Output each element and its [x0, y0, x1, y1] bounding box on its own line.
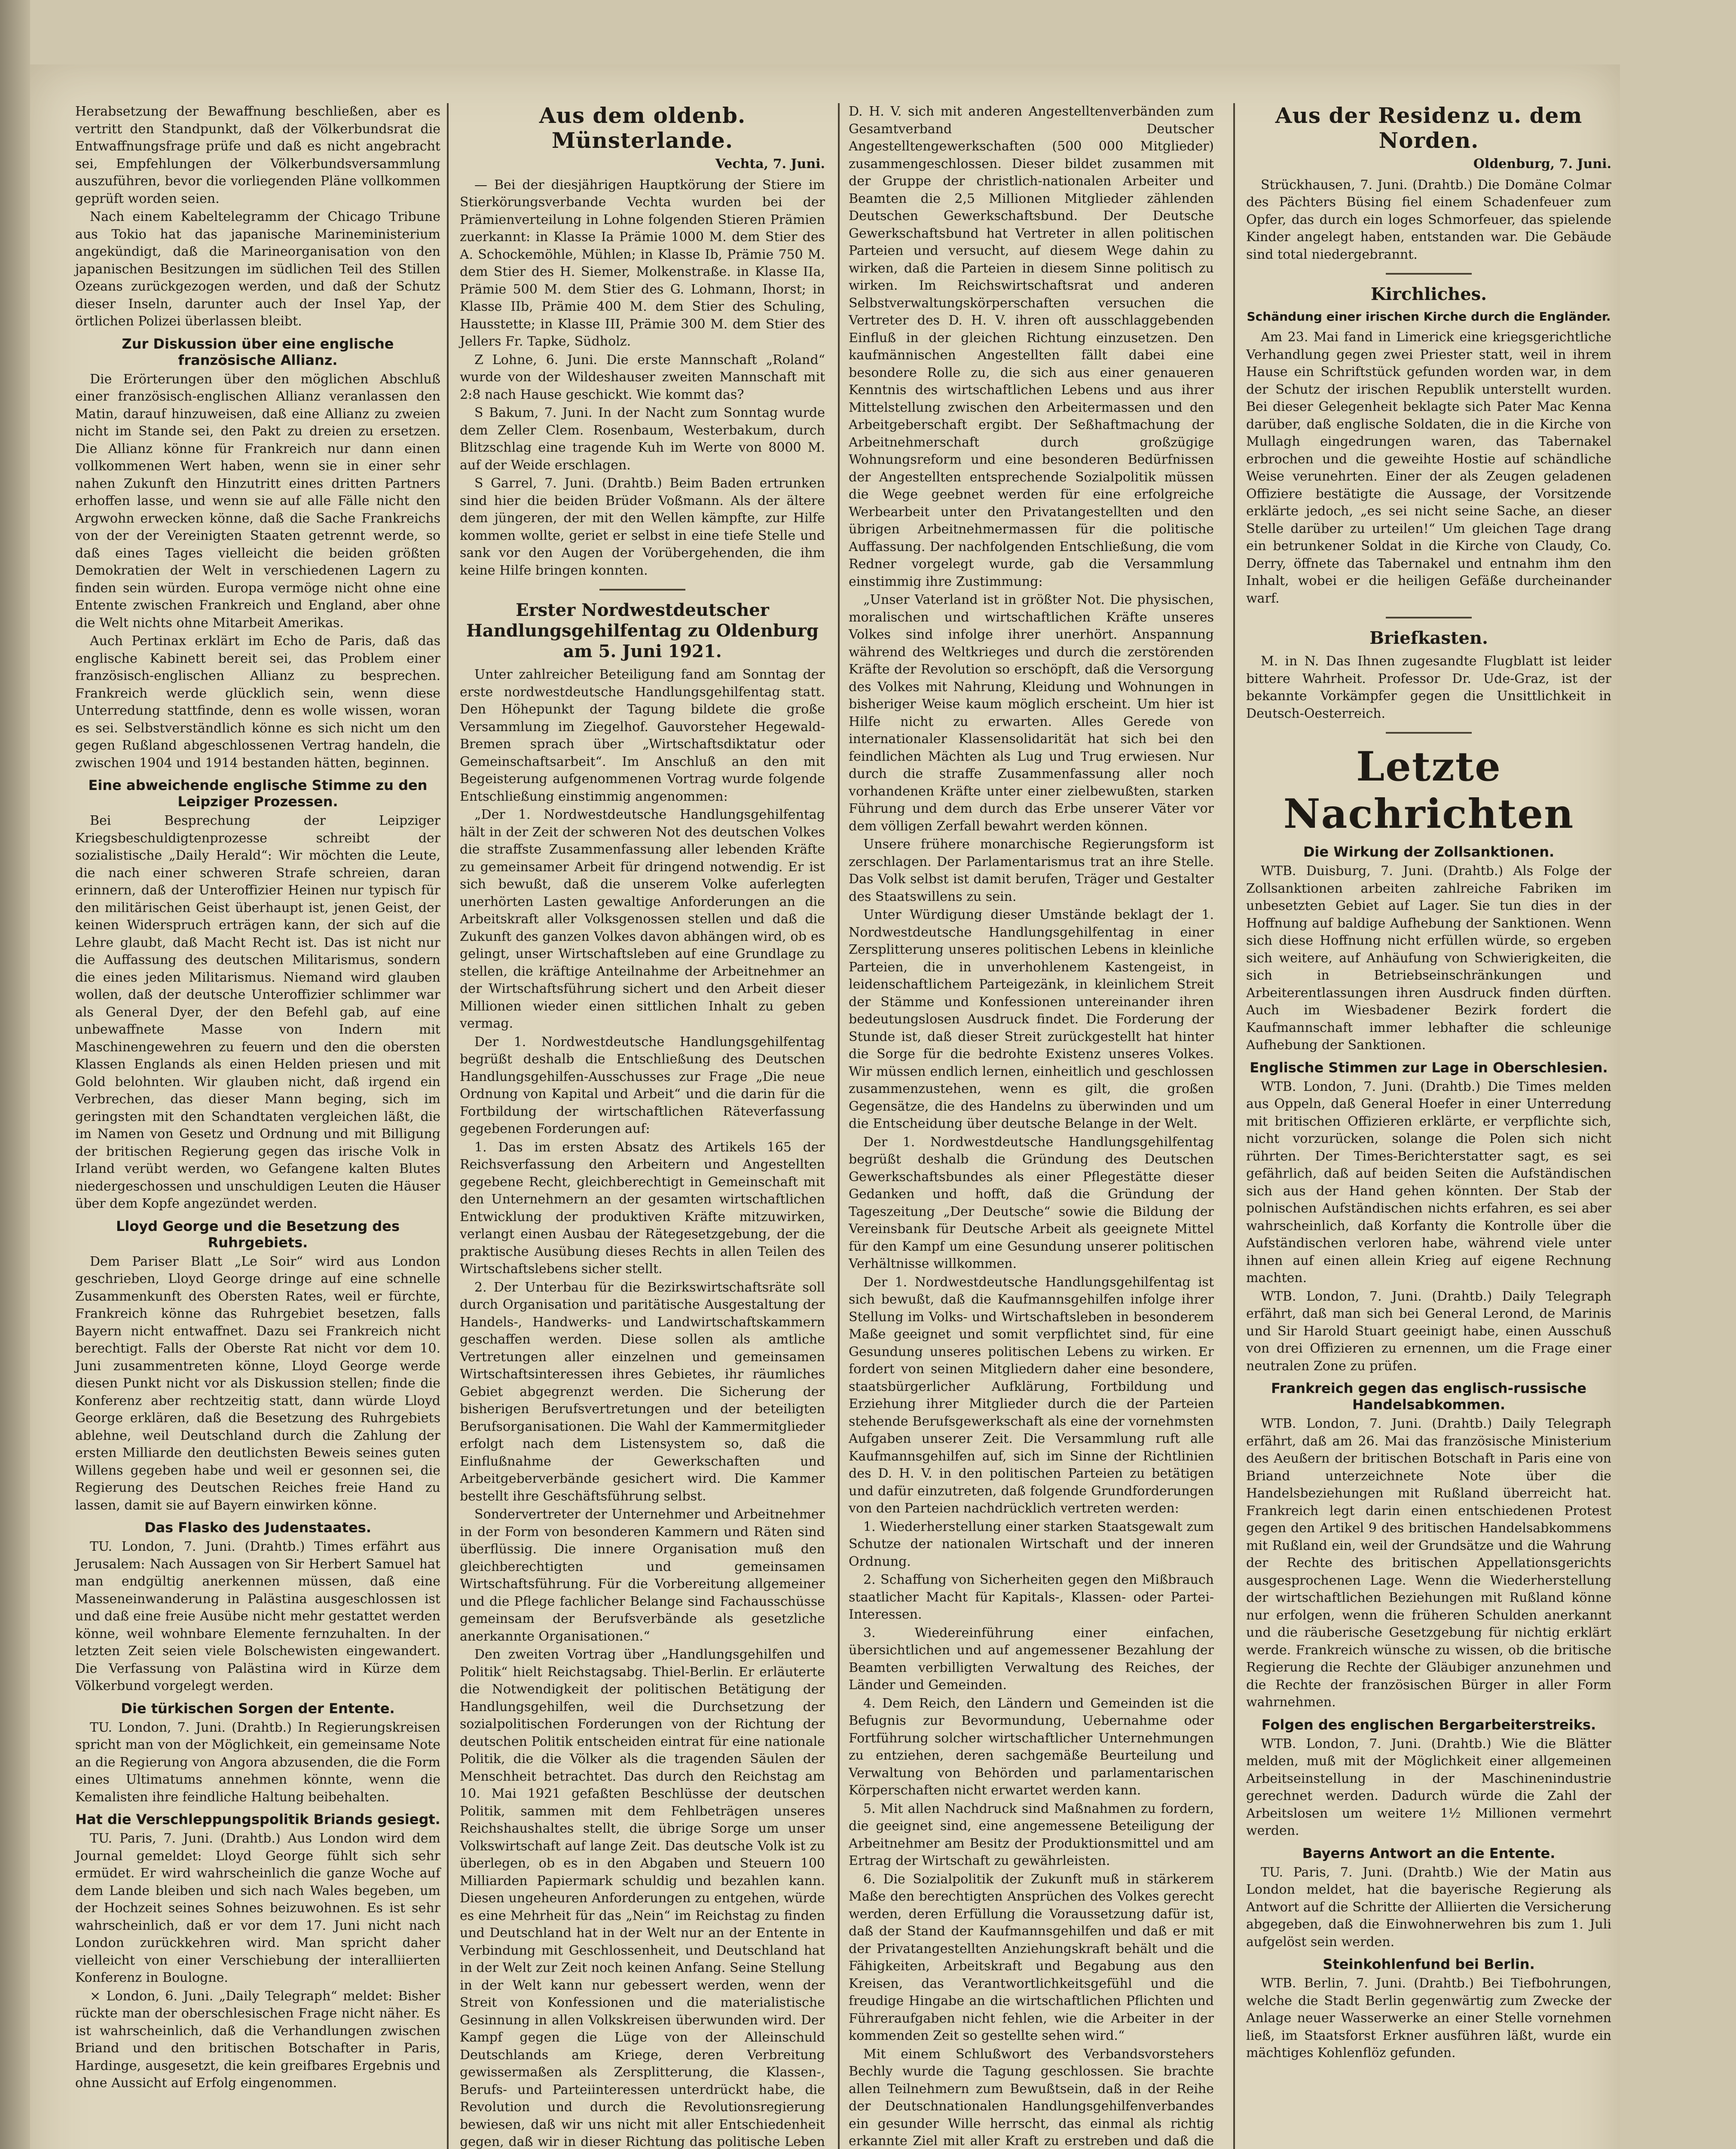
article-paragraph: — Bei der diesjährigen Hauptkörung der Stiere im Stierkörungsverbande Vechta wurden bei der Prämienverteilung in Lohne folgenden Stieren Prämien zuerkannt: in Klasse Ia Prämie 1000 M. dem Stier des A. Schockemöhle, Mühlen; in Klasse Ib, Prämie 750 M. dem Stier des H. Siemer, Molkenstraße. in Klasse IIa, Prämie 500 M. dem Stier des G. Lohmann, Ihorst; in Klasse IIb, Prämie 400 M. dem Stier des Schuling, Hausstette; in Klasse III, Prämie 300 M. dem Stier des Jellers Fr. Tapke, Südholz.	[460, 177, 825, 349]
article-paragraph: × London, 6. Juni. „Daily Telegraph“ meldet: Bisher rückte man der oberschlesischen Frage nicht näher. Es ist wahrscheinlich, daß die Verhandlungen zwischen Briand und den britischen Botschafter in Paris, Hardinge, ausgesetzt, die kein greifbares Ergebnis und ohne Aussicht auf Erfolg eingenommen.	[75, 1988, 440, 2091]
binding-fold	[0, 0, 30, 2149]
article-heading: Folgen des englischen Bergarbeiterstreiks.	[1261, 1716, 1596, 1733]
article-heading: Das Flasko des Judenstaates.	[144, 1519, 371, 1536]
article-paragraph: WTB. London, 7. Juni. (Drahtb.) Die Times melden aus Oppeln, daß General Hoefer in einer Unterredung mit britischen Offizieren erklärte, er verpflichte sich, nicht vorzurücken, solange die Polen sich nicht rührten. Der Times-Berichterstatter sagt, es sei gefährlich, daß auf beiden Seiten die Aufständischen sich aus der Hand gehen könnten. Der Stab der polnischen Aufständischen nichts erfahren, es sei aber wahrscheinlich, daß Korfanty die Kontrolle über die Aufständischen verloren habe, während viele unter ihnen auf einen allein Krieg auf eigene Rechnung machten.	[1246, 1079, 1611, 1286]
article-paragraph: Strückhausen, 7. Juni. (Drahtb.) Die Domäne Colmar des Pächters Büsing fiel einem Schadenfeuer zum Opfer, das durch ein loges Schmorfeuer, das spielende Kinder angelegt haben, entstanden war. Die Gebäude sind total niedergebrannt.	[1246, 177, 1611, 262]
dateline: Oldenburg, 7. Juni.	[1473, 156, 1611, 171]
article-paragraph: Mit einem Schlußwort des Verbandsvorstehers Bechly wurde die Tagung geschlossen. Sie brachte allen Teilnehmern zum Bewußtsein, daß in der Reihe der Deutschnationalen Handlungsgehilfenverbandes ein gesunder Wille herrscht, das einmal als richtig erkannte Ziel mit aller Kraft zu erstreben und daß die	[849, 2046, 1214, 2149]
article-paragraph: TU. Paris, 7. Juni. (Drahtb.) Wie der Matin aus London meldet, hat die bayerische Regierung als Antwort auf die Schritte der Alliierten die Versicherung abgegeben, daß die Einwohnerwehren bis zum 1. Juli aufgelöst sein werden.	[1246, 1864, 1611, 1950]
dateline: Vechta, 7. Juni.	[715, 156, 825, 171]
article-paragraph: Unsere frühere monarchische Regierungsform ist zerschlagen. Der Parlamentarismus trat an ihre Stelle. Das Volk selbst ist damit berufen, Träger und Gestalter des Staatswillens zu sein.	[849, 837, 1214, 904]
article-paragraph: M. in N. Das Ihnen zugesandte Flugblatt ist leider bittere Wahrheit. Professor Dr. Ude-Graz, ist der bekannte Vorkämpfer gegen die Unsittlichkeit in Deutsch-Oesterreich.	[1246, 654, 1611, 721]
article-heading: Englische Stimmen zur Lage in Oberschlesien.	[1250, 1059, 1608, 1076]
article-paragraph: 1. Das im ersten Absatz des Artikels 165 der Reichsverfassung den Arbeitern und Angestellten gegebene Recht, gleichberechtigt in Gemeinschaft mit den Unternehmern an der gesamten wirtschaftlichen Entwicklung der produktiven Kräfte mitzuwirken, verlangt einen Ausbau der Rätegesetzgebung, der die praktische Ausübung dieses Rechts in allen Teilen des Wirtschaftslebens sicher stellt.	[460, 1139, 825, 1277]
article-paragraph: 2. Der Unterbau für die Bezirkswirtschaftsräte soll durch Organisation und paritätische Ausgestaltung der Handels-, Handwerks- und Landwirtschaftskammern geschaffen werden. Diese sollen als amtliche Vertretungen aller einzelnen und gemeinsamen Wirtschaftsinteressen ihres Gebietes, ihr räumliches Gebiet abgegrenzt werden. Die Sicherung der bisherigen Berufsvertretungen und der beteiligten Berufsorganisationen. Die Wahl der Kammermitglieder erfolgt nach dem Listensystem so, daß die Einflußnahme der Gewerkschaften und Arbeitgeberverbände gesichert wird. Die Kammer bestellt ihre Geschäftsführung selbst.	[460, 1280, 825, 1504]
article-paragraph: 5. Mit allen Nachdruck sind Maßnahmen zu fordern, die geeignet sind, eine angemessene Beteiligung der Arbeitnehmer am Besitz der Produktionsmittel und am Ertrag der Wirtschaft zu gewährleisten.	[849, 1801, 1214, 1868]
article-paragraph: WTB. London, 7. Juni. (Drahtb.) Daily Telegraph erfährt, daß am 26. Mai das französische Ministerium des Aeußern der britischen Botschaft in Paris eine von Briand unterzeichnete Note über die Handelsbeziehungen mit Rußland überreicht hat. Frankreich legt darin einen entschiedenen Protest gegen den Artikel 9 des britischen Handelsabkommens mit Rußland ein, weil der Grundsätze und die Wahrung der Rechte des britischen Appellationsgerichts ausgesprochenen Lage. Wenn die Wiederherstellung der wirtschaftlichen Beziehungen mit Rußland könne nur erfolgen, wenn die früheren Schulden anerkannt und die räuberische Gesetzgebung für nichtig erklärt werde. Frankreich wünsche zu wissen, ob die britische Regierung die Rechte der Gläubiger anzunehmen und die Rechte der französischen Bürger in aller Form wahrnehmen.	[1246, 1416, 1611, 1710]
section-title: Kirchliches.	[1370, 284, 1487, 304]
article-paragraph: TU. Paris, 7. Juni. (Drahtb.) Aus London wird dem Journal gemeldet: Lloyd George fühlt sich sehr ermüdet. Er wird wahrscheinlich die ganze Woche auf dem Lande bleiben und sich nach Wales begeben, um der Hochzeit seines Sohnes beizuwohnen. Es ist sehr wahrscheinlich, daß er vor dem 17. Juni nicht nach London zurückkehren wird. Man spricht daher vielleicht von einer Verschiebung der interalliierten Konferenz in Boulogne.	[75, 1831, 440, 1985]
article-paragraph: 4. Dem Reich, den Ländern und Gemeinden ist die Befugnis zur Bevormundung, Uebernahme oder Fortführung solcher wirtschaftlicher Unternehmungen zu entziehen, deren sachgemäße Beurteilung und Verwaltung von Behörden und parlamentarischen Körperschaften nicht erwartet werden kann.	[849, 1696, 1214, 1798]
article-heading: Zur Diskussion über eine englische französische Allianz.	[122, 335, 394, 368]
column-1	[75, 103, 440, 2149]
article-subtitle: Schändung einer irischen Kirche durch die Engländer.	[1247, 309, 1611, 324]
article-paragraph: 1. Wiederherstellung einer starken Staatsgewalt zum Schutze der nationalen Wirtschaft und der inneren Ordnung.	[849, 1519, 1214, 1569]
article-paragraph: Sondervertreter der Unternehmer und Arbeitnehmer in der Form von besonderen Kammern und Räten sind überflüssig. Die innere Organisation muß den gleichberechtigten und gemeinsamen Wirtschaftsführung. Für die Vorbereitung allgemeiner und die Pflege fachlicher Belange sind Fachausschüsse gemeinsam der Berufsverbände als gesetzliche anerkannte Organisationen.“	[460, 1507, 825, 1644]
article-heading: Die Wirkung der Zollsanktionen.	[1303, 844, 1555, 860]
section-divider	[1386, 732, 1472, 734]
article-paragraph: WTB. London, 7. Juni. (Drahtb.) Wie die Blätter melden, muß mit der Möglichkeit einer allgemeinen Arbeitseinstellung in der Maschinenindustrie gerechnet werden. Dadurch würde die Zahl der Arbeitslosen um weitere 1½ Millionen vermehrt werden.	[1246, 1736, 1611, 1838]
article-title: Erster Nordwestdeutscher Handlungsgehilfentag zu Oldenburg am 5. Juni 1921.	[466, 600, 819, 661]
article-paragraph: 2. Schaffung von Sicherheiten gegen den Mißbrauch staatlicher Macht für Kapitals-, Klassen- oder Partei-Interessen.	[849, 1572, 1214, 1622]
section-divider	[599, 589, 685, 591]
article-heading: Steinkohlenfund bei Berlin.	[1323, 1956, 1535, 1972]
article-paragraph: Dem Pariser Blatt „Le Soir“ wird aus London geschrieben, Lloyd George dringe auf eine schnelle Zusammenkunft des Obersten Rates, weil er fürchte, Frankreich könne das Ruhrgebiet besetzen, falls Bayern nicht entwaffnet. Dazu sei Frankreich nicht berechtigt. Falls der Oberste Rat nicht vor dem 10. Juni zusammentreten könne, Lloyd George werde diesen Punkt nicht vor als Diskussion stellen; finde die Konferenz aber rechtzeitig statt, dann würde Lloyd George erklären, daß die Besetzung des Ruhrgebiets ablehne, weil Deutschland durch die Zahlung der ersten Milliarde den deutlichsten Beweis seines guten Willens gegeben habe und weil er gesonnen sei, die Regierung des Deutschen Reiches freie Hand zu lassen, damit sie auf Bayern einwirken könne.	[75, 1254, 440, 1513]
column-rule	[838, 103, 840, 2149]
article-paragraph: Auch Pertinax erklärt im Echo de Paris, daß das englische Kabinett bereit sei, das Problem einer französisch-englischen Allianz zu besprechen. Frankreich werde glücklich sein, wenn diese Unterredung stattfinde, denn es wolle wissen, woran es sei. Selbstverständlich könne es sich nicht um den gegen Rußland abgeschlossenen Vertrag handeln, die zwischen 1904 und 1914 bestanden hätten, beginnen.	[75, 634, 440, 771]
column-rule	[1233, 103, 1235, 2149]
article-paragraph: 6. Die Sozialpolitik der Zukunft muß in stärkerem Maße den berechtigten Ansprüchen des Volkes gerecht werden, deren Erfüllung die Voraussetzung dafür ist, daß der Stand der Kaufmannsgehilfen und daß er mit der Privatangestellten Anziehungskraft behält und die Fähigkeiten, Arbeitskraft und Begabung aus den Kreisen, das Verantwortlichkeitsgefühl und die freudige Hingabe an die wirtschaftlichen Pflichten und Führeraufgaben nicht fehlen, wie die Arbeiter in der kommenden Zeit so gestellte sehen wird.“	[849, 1871, 1214, 2043]
article-paragraph: 3. Wiedereinführung einer einfachen, übersichtlichen und auf angemessener Bezahlung der Beamten verbilligten Verwaltung des Reiches, der Länder und Gemeinden.	[849, 1625, 1214, 1693]
article-paragraph: Am 23. Mai fand in Limerick eine kriegsgerichtliche Verhandlung gegen zwei Priester statt, weil in ihrem Hause ein Schriftstück gefunden worden war, in dem der Schutz der irischen Republik unterstellt wurden. Bei dieser Gelegenheit beklagte sich Pater Mac Kenna darüber, daß englische Soldaten, die in die Kirche von Mullagh eingedrungen waren, das Tabernakel erbrochen und die geweihte Hostie auf schändliche Weise verunehrten. Einer der als Zeugen geladenen Offiziere bestätigte die Aussage, der Vorsitzende erklärte jedoch, „es sei nicht seine Sache, an dieser Stelle darüber zu urteilen!“ Um gleichen Tage drang ein betrunkener Soldat in die Kirche von Claudy, Co. Derry, öffnete das Tabernakel und entnahm ihm den Inhalt, wobei er die heiligen Gefäße durcheinander warf.	[1246, 330, 1611, 606]
article-paragraph: Den zweiten Vortrag über „Handlungsgehilfen und Politik“ hielt Reichstagsabg. Thiel-Berlin. Er erläuterte die Notwendigkeit der politischen Betätigung der Handlungsgehilfen, weil die Durchsetzung der sozialpolitischen Forderungen von der Richtung der deutschen Politik entscheiden eintrat für eine nationale Politik, die die Völker als die tragenden Säulen der Menschheit betrachtet. Das durch den Reichstag am 10. Mai 1921 gefaßten Beschlüsse der deutschen Politik, sammen mit dem Fehlbeträgen unseres Reichshaushaltes stellt, die übrige Sorge um unser Volkswirtschaft auf lange Zeit. Das deutsche Volk ist zu überlegen, ob es in den Abgaben und Steuern 100 Milliarden Papiermark schuldig und bezahlen kann. Diesen ungeheuren Anforderungen zu entgehen, würde es eine Mehrheit für das „Nein“ im Reichstag zu finden und Deutschland hat in der Welt nur an der Entente in Verbindung mit Geschlossenheit, und Deutschland hat in der Welt zur Zeit noch keinen Anfang. Seine Stellung in der Welt kann nur gebessert werden, wenn der Streit von Konfessionen und die materialistische Gesinnung in allen Volkskreisen überwunden wird. Der Kampf gegen die Lüge von der Alleinschuld Deutschlands am Kriege, deren Verbreitung gewissermaßen als Zersplitterung, die Klassen-, Berufs- und Parteiinteressen unterdrückt habe, die Revolution und durch die Revolutionsregierung bewiesen, daß wir uns nicht mit aller Entschiedenheit gegen, daß wir in dieser Richtung das politische Leben	[460, 1647, 825, 2149]
article-paragraph: Z Lohne, 6. Juni. Die erste Mannschaft „Roland“ wurde von der Wildeshauser zweiten Mannschaft mit 2:8 nach Hause geschickt. Wie kommt das?	[460, 352, 825, 402]
section-divider	[1386, 273, 1472, 275]
article-heading: Hat die Verschleppungspolitik Briands gesiegt.	[75, 1811, 440, 1828]
section-title: Briefkasten.	[1369, 628, 1488, 648]
article-paragraph: S Bakum, 7. Juni. In der Nacht zum Sonntag wurde dem Zeller Clem. Rosenbaum, Westerbakum, durch Blitzschlag eine tragende Kuh im Werte von 8000 M. auf der Weide erschlagen.	[460, 405, 825, 473]
article-paragraph: Der 1. Nordwestdeutsche Handlungsgehilfentag begrüßt deshalb die Gründung des Deutschen Gewerkschaftsbundes als einer Pflegestätte dieser Gedanken und hofft, daß die Gründung der Tageszeitung „Der Deutsche“ sowie die Bildung der Vereinsbank für Deutsche Arbeit als geeignete Mittel für den Kampf um eine Gesundung unserer politischen Verhältnisse willkommen.	[849, 1134, 1214, 1271]
article-paragraph: D. H. V. sich mit anderen Angestelltenverbänden zum Gesamtverband Deutscher Angestelltengewerkschaften (500 000 Mitglieder) zusammengeschlossen. Dieser bildet zusammen mit der Gruppe der christlich-nationalen Arbeiter und Beamten die 2,5 Millionen Mitglieder zählenden Deutschen Gewerkschaftsbund. Der Deutsche Gewerkschaftsbund hat Vertreter in allen politischen Parteien und versucht, auf diesem Wege dahin zu wirken, daß die Parteien in diesem Sinne politisch zu wirken. Im Reichswirtschaftsrat und anderen Selbstverwaltungskörperschaften versuchen die Vertreter des D. H. V. ihren oft ausschlaggebenden Einfluß in der gleichen Richtung einzusetzen. Den kaufmännischen Angestellten fällt dabei eine besondere Rolle zu, die sich aus einer genaueren Kenntnis des wirtschaftlichen Lebens und aus ihrer Mittelstellung zwischen den Arbeitermassen und den Arbeitgeberschaft ergibt. Der Seßhaftmachung der Arbeitnehmerschaft durch großzügige Wohnungsreform und eine besonderen Bedürfnissen der Angestellten entsprechende Sozialpolitik müssen die Wege geebnet werden für eine erfolgreiche Werbearbeit unter den Privatangestellten und den übrigen Arbeitnehmermassen für die politische Auffassung. Der nachfolgenden Entschließung, die vom Redner vorgelegt wurde, gab die Versammlung einstimmig ihre Zustimmung:	[849, 104, 1214, 589]
article-paragraph: Unter Würdigung dieser Umstände beklagt der 1. Nordwestdeutsche Handlungsgehilfentag in einer Zersplitterung unseres politischen Lebens in kleinliche Parteien, die in unverhohlenem Kastengeist, in leidenschaftlichem Parteigezänk, in kleinlichem Streit der Stämme und Konfessionen untereinander ihren bedeutungslosen Ausdruck findet. Die Forderung der Stunde ist, daß dieser Streit zurückgestellt hat hinter die Sorge für die bedrohte Existenz unseres Volkes. Wir müssen endlich lernen, einheitlich und geschlossen zusammenzustehen, wenn es gilt, die großen Gegensätze, die des Handelns zu überwinden und um die Entscheidung über deutsche Belange in der Welt.	[849, 907, 1214, 1131]
article-paragraph: Der 1. Nordwestdeutsche Handlungsgehilfentag ist sich bewußt, daß die Kaufmannsgehilfen infolge ihrer Stellung im Volks- und Wirtschaftsleben in besonderem Maße geeignet und somit verpflichtet sind, für eine Gesundung unseres politischen Lebens zu wirken. Er fordert von seinen Mitgliedern daher eine besondere, staatsbürgerlicher Aufklärung, Fortbildung und Erziehung ihrer Mitglieder durch die der Parteien stehende Berufsgewerkschaft als eine der vornehmsten Aufgaben unserer Zeit. Die Versammlung ruft alle Kaufmannsgehilfen auf, sich im Sinne der Richtlinien des D. H. V. in den politischen Parteien zu betätigen und dafür einzutreten, daß folgende Grundforderungen von den Parteien nachdrücklich vertreten werden:	[849, 1274, 1214, 1516]
article-heading: Lloyd George und die Besetzung des Ruhrgebiets.	[116, 1218, 400, 1251]
article-paragraph: WTB. Duisburg, 7. Juni. (Drahtb.) Als Folge der Zollsanktionen arbeiten zahlreiche Fabriken im unbesetzten Gebiet auf Lager. Sie tun dies in der Hoffnung auf baldige Aufhebung der Sanktionen. Wenn sich diese Hoffnung nicht erfüllen würde, so ergeben sich weitere, auf Anhäufung von Schwierigkeiten, die sich in Betriebseinschränkungen und Arbeiterentlassungen ihren Ausdruck finden dürften. Auch im Wiesbadener Bezirk fordert die Kaufmannschaft immer lebhafter die schleunige Aufhebung der Sanktionen.	[1246, 863, 1611, 1053]
article-paragraph: TU. London, 7. Juni. (Drahtb.) In Regierungskreisen spricht man von der Möglichkeit, ein gemeinsame Note an die Regierung von Angora abzusenden, die die Form eines Ultimatums annehmen könnte, wenn die Kemalisten ihre feindliche Haltung beibehalten.	[75, 1720, 440, 1805]
article-heading: Eine abweichende englische Stimme zu den Leipziger Prozessen.	[88, 777, 428, 810]
article-paragraph: Nach einem Kabeltelegramm der Chicago Tribune aus Tokio hat das japanische Marineministerium angekündigt, daß die Marineorganisation von den japanischen Besitzungen im südlichen Teil des Stillen Ozeans zurückgezogen werden, und daß der Schutz dieser Inseln, darunter auch der Insel Yap, der örtlichen Polizei überlassen bleibt.	[75, 209, 440, 329]
article-paragraph: Der 1. Nordwestdeutsche Handlungsgehilfentag begrüßt deshalb die Entschließung des Deutschen Handlungsgehilfen-Ausschusses zur Frage „Die neue Ordnung von Kapital und Arbeit“ und die darin für die Fortbildung der wirtschaftlichen Räteverfassung gegebenen Forderungen auf:	[460, 1034, 825, 1136]
column-2	[460, 103, 825, 2149]
section-title-latest-news: Letzte Nachrichten	[1283, 743, 1574, 838]
article-paragraph: Herabsetzung der Bewaffnung beschließen, aber es vertritt den Standpunkt, daß der Völkerbundsrat die Entwaffnungsfrage prüfe und daß es nicht angebracht sei, Empfehlungen der Völkerbundsversammlung auszuführen, bevor die vorliegenden Pläne vollkommen geprüft worden seien.	[75, 104, 440, 206]
article-paragraph: TU. London, 7. Juni. (Drahtb.) Times erfährt aus Jerusalem: Nach Aussagen von Sir Herbert Samuel hat man endgültig anerkennen müssen, daß eine Masseneinwanderung in Palästina ausgeschlossen ist und daß eine freie Ausübe nicht mehr gestattet werden könne, weil wohnbare Elemente fernzuhalten. In der letzten Zeit seien viele Bolschewisten eingewandert. Die Verfassung von Palästina wird in Kürze dem Völkerbund vorgelegt werden.	[75, 1539, 440, 1693]
article-paragraph: WTB. London, 7. Juni. (Drahtb.) Daily Telegraph erfährt, daß man sich bei General Lerond, de Marinis und Sir Harold Stuart geeinigt habe, einen Ausschuß von drei Offizieren zu ernennen, um die Frage einer neutralen Zone zu prüfen.	[1246, 1289, 1611, 1374]
article-paragraph: Unter zahlreicher Beteiligung fand am Sonntag der erste nordwestdeutsche Handlungsgehilfentag statt. Den Höhepunkt der Tagung bildete die große Versammlung im Ziegelhof. Gauvorsteher Hegewald-Bremen sprach über „Wirtschaftsdiktatur oder Gemeinschaftsarbeit“. Im Anschluß an den mit Begeisterung aufgenommenen Vortrag wurde folgende Entschließung einstimmig angenommen:	[460, 667, 825, 804]
article-heading: Bayerns Antwort an die Entente.	[1302, 1845, 1556, 1861]
article-paragraph: Die Erörterungen über den möglichen Abschluß einer französisch-englischen Allianz veranlassen den Matin, darauf hinzuweisen, daß eine Allianz zu zweien nicht im Stande sei, den Pakt zu dreien zu ersetzen. Die Allianz könne für Frankreich nur dann einen vollkommenen Wert haben, wenn sie in einer sehr nahen Zukunft den Hinzutritt eines dritten Partners erhoffen lasse, und wenn sie auf alle Fälle nicht den Argwohn erwecken könne, daß die Sache Frankreichs von der der Vereinigten Staaten getrennt werde, so daß eines Tages vielleicht die beiden größten Demokratien der Welt in verschiedenen Lagern zu finden sein würden. Europa vermöge nicht ohne eine Entente zwischen Frankreich und England, aber ohne die Welt nichts ohne Mitarbeit Amerikas.	[75, 371, 440, 631]
article-paragraph: „Der 1. Nordwestdeutsche Handlungsgehilfentag hält in der Zeit der schweren Not des deutschen Volkes die straffste Zusammenfassung aller lebenden Kräfte zu gemeinsamer Arbeit für dringend notwendig. Er ist sich bewußt, daß die unserem Volke auferlegten unerhörten Lasten gewaltige Anforderungen an die Arbeitskraft aller Volksgenossen stellen und daß die Zukunft des ganzen Volkes davon abhängen wird, ob es gelingt, unser Wirtschaftsleben auf eine Grundlage zu stellen, die kräftige Anteilnahme der Arbeitnehmer an der Wirtschaftsführung sichert und den Arbeit dieser Millionen wieder einen sittlichen Inhalt zu geben vermag.	[460, 807, 825, 1031]
column-4	[1246, 103, 1611, 2060]
article-paragraph: WTB. Berlin, 7. Juni. (Drahtb.) Bei Tiefbohrungen, welche die Stadt Berlin gegenwärtig zum Zwecke der Anlage neuer Wasserwerke an einer Stelle vornehmen ließ, im Staatsforst Erkner ausführen läßt, wurde ein mächtiges Kohlenflöz gefunden.	[1246, 1976, 1611, 2060]
section-title: Aus der Residenz u. dem Norden.	[1275, 103, 1583, 153]
article-paragraph: S Garrel, 7. Juni. (Drahtb.) Beim Baden ertrunken sind hier die beiden Brüder Voßmann. Als der ältere dem jüngeren, der mit den Wellen kämpfte, zur Hilfe kommen wollte, geriet er selbst in eine tiefe Stelle und sank vor den Augen der Vorübergehenden, die ihm keine Hilfe bringen konnten.	[460, 476, 825, 578]
newspaper-page	[30, 64, 1620, 2149]
section-divider	[1386, 617, 1472, 618]
article-paragraph: Bei Besprechung der Leipziger Kriegsbeschuldigtenprozesse schreibt der sozialistische „Daily Herald“: Wir möchten die Leute, die nach einer schweren Strafe schreien, daran erinnern, daß der Unteroffizier Heinen nur typisch für den militärischen Geist überhaupt ist, jenen Geist, der keinen Widerspruch erträgen kann, der sich auf die Lehre glaubt, daß Macht Recht ist. Das ist nicht nur die Auffassung des deutschen Militarismus, sondern die eines jeden Militarismus. Niemand wird glauben wollen, daß der deutsche Unteroffizier schlimmer war als General Dyer, der den Befehl gab, auf eine unbewaffnete Masse von Indern mit Maschinengewehren zu feuern und den die obersten Klassen Englands als einen Helden priesen und mit Gold belohnten. Wir glauben nicht, daß irgend ein Verbrechen, das dieser Mann beging, sich im geringsten mit den Schandtaten vergleichen läßt, die im Namen von Gesetz und Ordnung und mit Billigung der britischen Regierung gegen das irische Volk in Irland verübt werden, wo Gefangene kalten Blutes niedergeschossen und unschuldigen Leuten die Häuser über dem Kopfe angezündet werden.	[75, 813, 440, 1211]
article-heading: Frankreich gegen das englisch-russische Handelsabkommen.	[1271, 1380, 1586, 1413]
section-title: Aus dem oldenb. Münsterlande.	[539, 103, 746, 153]
column-rule	[447, 103, 449, 2149]
article-heading: Die türkischen Sorgen der Entente.	[121, 1700, 395, 1717]
article-paragraph: „Unser Vaterland ist in größter Not. Die physischen, moralischen und wirtschaftlichen Kräfte unseres Volkes sind infolge ihrer unerhört. Anspannung während des Weltkrieges und durch die zerstörenden Kräfte der Revolution so erschöpft, daß die Versorgung des Volkes mit Nahrung, Kleidung und Wohnungen in bisheriger Weise kaum möglich erscheint. Um hier ist Hilfe nicht zu erwarten. Alles Gerede von internationaler Klassensolidarität hat sich bei den feindlichen Mächten als Lug und Trug erwiesen. Nur durch die straffe Zusammenfassung aller noch vorhandenen Kräfte unter einer zielbewußten, starken Führung und dem durch das Erbe unserer Väter vor dem völligen Zerfall bewahrt werden können.	[849, 592, 1214, 834]
column-3	[849, 103, 1214, 2149]
